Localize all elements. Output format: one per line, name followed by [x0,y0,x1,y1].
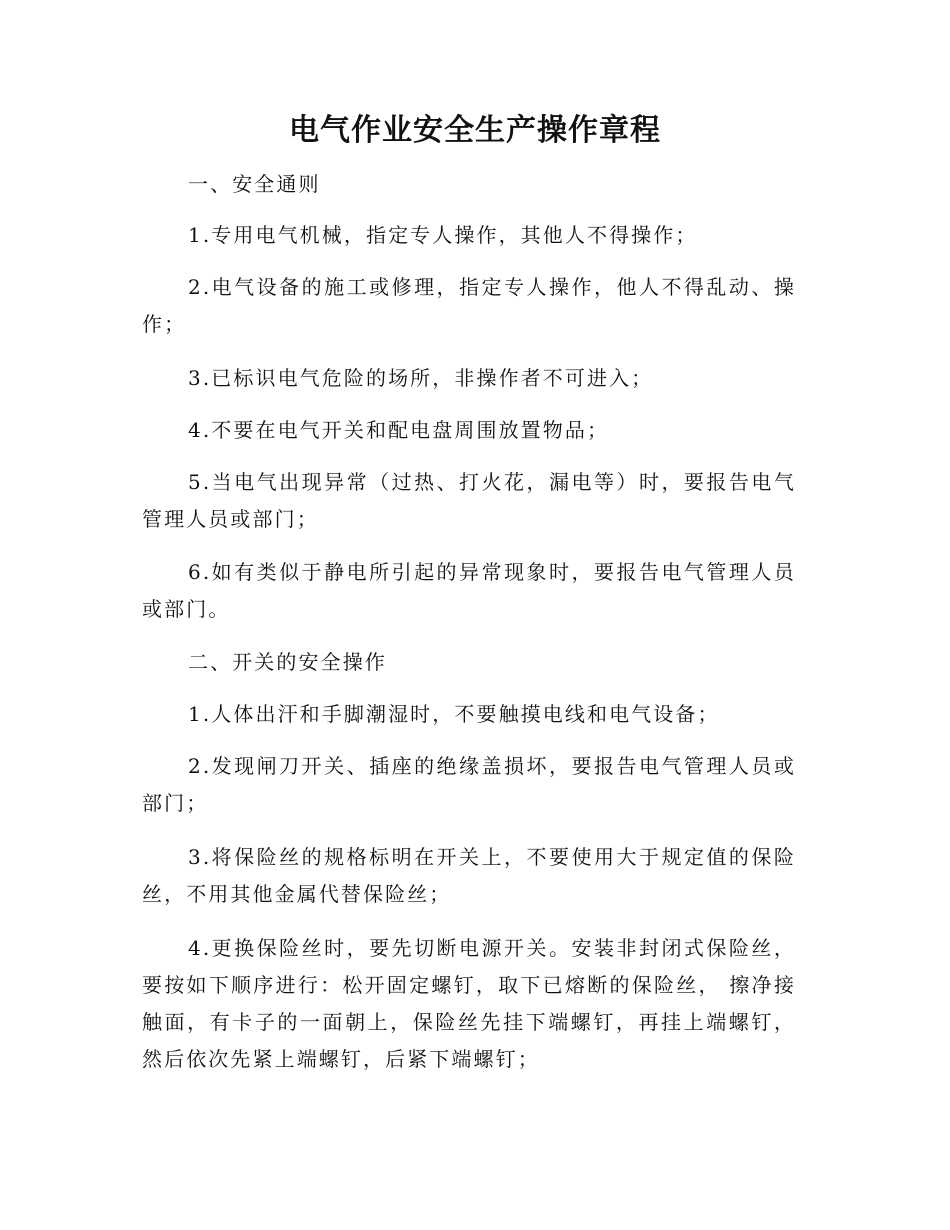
paragraph-item: 4.更换保险丝时，要先切断电源开关。安装非封闭式保险丝，要按如下顺序进行：松开固定螺钉，取下已熔断的保险丝， 擦净接触面，有卡子的一面朝上，保险丝先挂下端螺钉，再挂上端螺钉，然后依次先紧上端螺钉，后紧下端螺钉； [142,936,796,1071]
paragraph-item: 2.电气设备的施工或修理，指定专人操作，他人不得乱动、操作； [142,275,796,336]
paragraph-item: 6.如有类似于静电所引起的异常现象时，要报告电气管理人员或部门。 [142,560,796,621]
section-heading-switch-safety: 二、开关的安全操作 [188,650,387,674]
paragraph-item: 5.当电气出现异常（过热、打火花，漏电等）时，要报告电气管理人员或部门； [142,470,796,531]
paragraph-item: 4.不要在电气开关和配电盘周围放置物品； [188,418,610,442]
paragraph-item: 1.专用电气机械，指定专人操作，其他人不得操作； [188,223,698,247]
section-heading-general-safety: 一、安全通则 [188,172,321,196]
paragraph-item: 1.人体出汗和手脚潮湿时，不要触摸电线和电气设备； [188,702,720,726]
paragraph-item: 2.发现闸刀开关、插座的绝缘盖损坏，要报告电气管理人员或部门； [142,754,796,815]
paragraph-item: 3.已标识电气危险的场所，非操作者不可进入； [188,366,654,390]
paragraph-item: 3.将保险丝的规格标明在开关上，不要使用大于规定值的保险丝，不用其他金属代替保险丝； [142,845,796,906]
document-title: 电气作业安全生产操作章程 [289,113,661,148]
